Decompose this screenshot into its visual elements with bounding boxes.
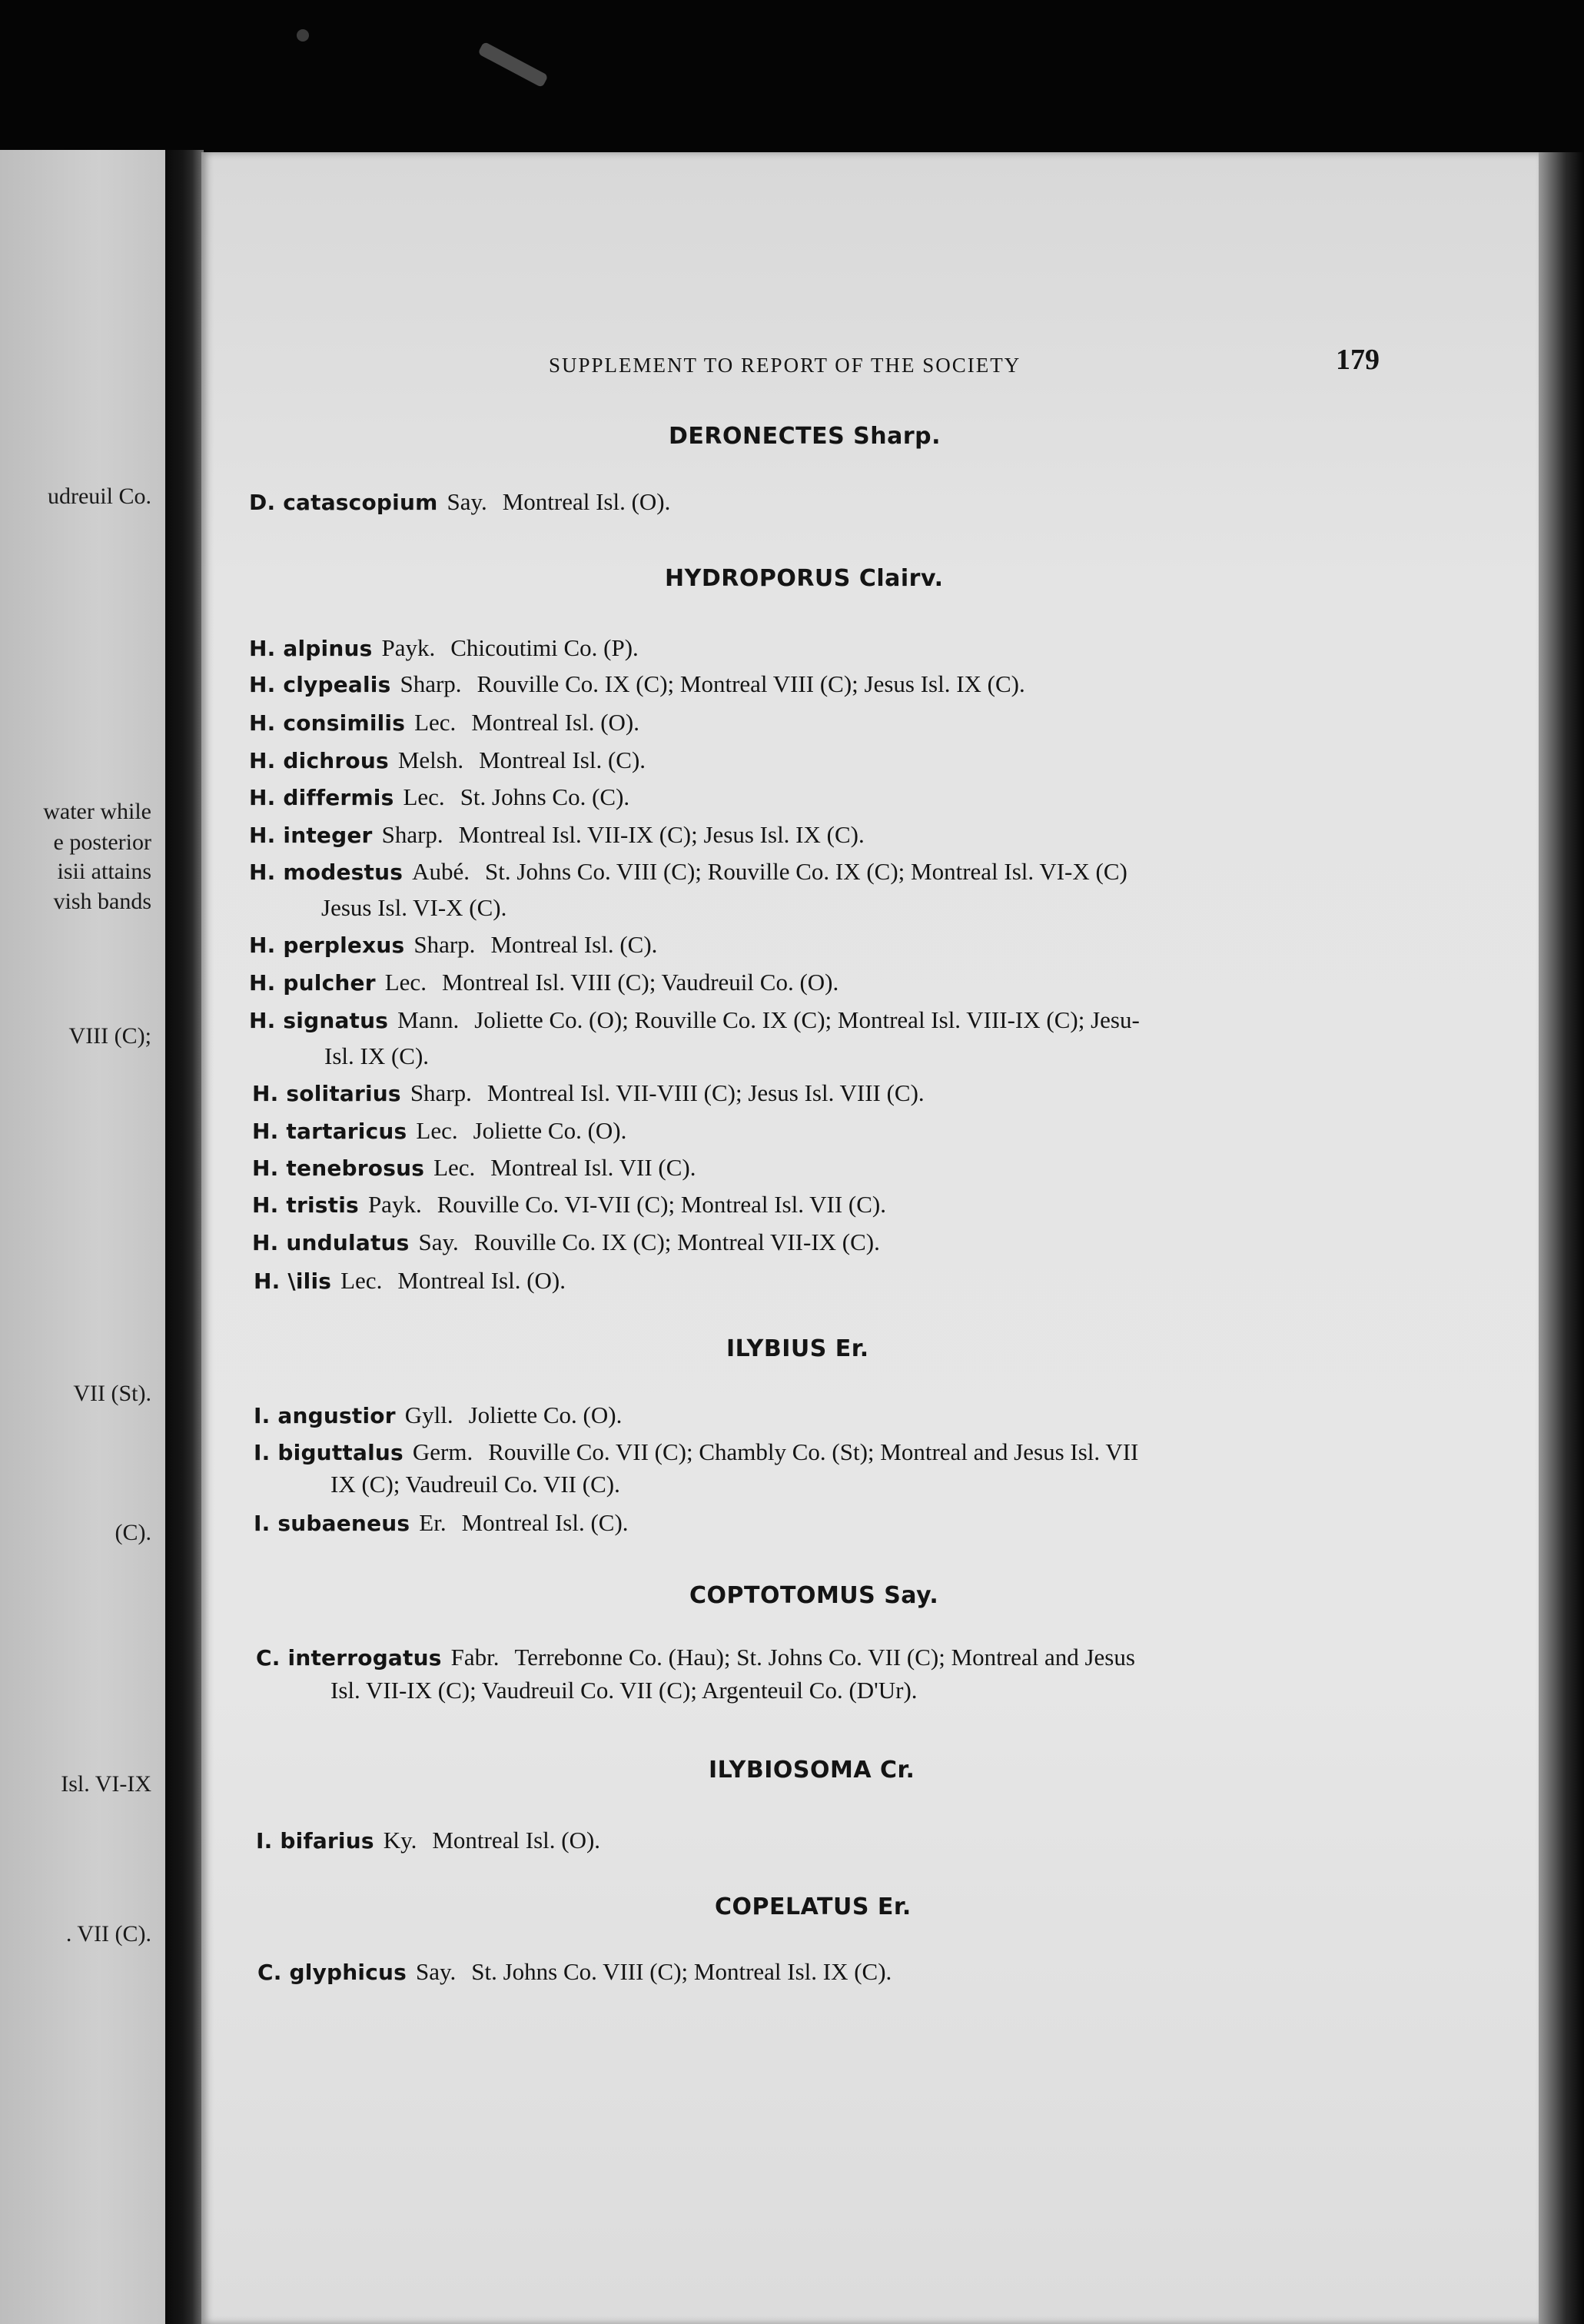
species-locality: Montreal Isl. VII-IX (C); Jesus Isl. IX (C). — [458, 821, 865, 848]
species-locality: Montreal Isl. (C). — [479, 746, 646, 773]
left-page-line: Isl. VI-IX — [61, 1771, 151, 1797]
species-locality: Montreal Isl. VII-VIII (C); Jesus Isl. VIII (C). — [486, 1079, 925, 1106]
species-name: H. differmis — [249, 785, 394, 810]
genus-heading: COPELATUS Er. — [715, 1893, 912, 1920]
species-name: H. dichrous — [249, 748, 389, 773]
species-locality: St. Johns Co. VIII (C); Montreal Isl. IX (C). — [471, 1958, 892, 1985]
species-author: Lec. — [340, 1267, 383, 1294]
species-entry — [252, 1230, 880, 1254]
genus-heading: ILYBIOSOMA Cr. — [709, 1757, 915, 1784]
species-entry — [254, 1440, 1138, 1464]
species-entry — [249, 823, 865, 846]
entry-continuation: IX (C); Vaudreuil Co. VII (C). — [330, 1471, 620, 1498]
species-author: Payk. — [367, 1191, 422, 1218]
species-name: H. pulcher — [249, 970, 376, 996]
species-author: Lec. — [414, 709, 457, 736]
binding-gutter — [165, 150, 204, 2324]
species-locality: Joliette Co. (O); Rouville Co. IX (C); Montreal Isl. VIII-IX (C); Jesu- — [474, 1006, 1140, 1033]
genus-heading: COPTOTOMUS Say. — [689, 1582, 939, 1609]
previous-page-fragment — [0, 150, 165, 2324]
species-entry — [249, 785, 629, 809]
species-author: Say. — [416, 1958, 457, 1985]
species-author: Aubé. — [412, 858, 470, 885]
species-author: Lec. — [403, 783, 445, 810]
species-author: Fabr. — [450, 1644, 500, 1671]
species-author: Germ. — [412, 1438, 473, 1465]
species-locality: Joliette Co. (O). — [468, 1401, 623, 1428]
species-name: I. biguttalus — [254, 1440, 403, 1465]
species-locality: Terrebonne Co. (Hau); St. Johns Co. VII (C); Montreal and Jesus — [514, 1644, 1135, 1671]
species-author: Payk. — [381, 634, 436, 661]
species-author: Sharp. — [400, 670, 462, 697]
species-locality: Montreal Isl. (O). — [471, 709, 639, 736]
page-number: 179 — [1336, 344, 1380, 376]
species-name: H. undulatus — [252, 1230, 410, 1255]
species-author: Sharp. — [381, 821, 443, 848]
species-author: Say. — [418, 1228, 459, 1255]
species-name: H. alpinus — [249, 636, 373, 661]
left-page-line: water while — [43, 799, 151, 824]
species-author: Gyll. — [404, 1401, 453, 1428]
scan-speck — [297, 29, 309, 42]
entry-continuation: Isl. VII-IX (C); Vaudreuil Co. VII (C); Argenteuil Co. (D'Ur). — [330, 1677, 918, 1704]
species-locality: Montreal Isl. (O). — [502, 488, 671, 515]
species-name: H. tristis — [252, 1192, 359, 1218]
genus-heading: ILYBIUS Er. — [726, 1335, 869, 1362]
species-entry — [249, 710, 639, 734]
species-name: I. angustior — [254, 1403, 396, 1428]
species-name: H. solitarius — [252, 1081, 401, 1106]
species-name: H. clypealis — [249, 672, 391, 697]
species-entry — [257, 1960, 892, 1983]
species-entry — [249, 933, 657, 956]
running-head: SUPPLEMENT TO REPORT OF THE SOCIETY — [549, 354, 1021, 377]
entry-continuation: Jesus Isl. VI-X (C). — [321, 894, 507, 921]
species-locality: Rouville Co. IX (C); Montreal VIII (C); Jesus Isl. IX (C). — [477, 670, 1025, 697]
species-locality: St. Johns Co. (C). — [460, 783, 630, 810]
species-author: Ky. — [383, 1827, 417, 1854]
species-locality: Rouville Co. VII (C); Chambly Co. (St); Montreal and Jesus Isl. VII — [488, 1438, 1139, 1465]
left-page-line: (C). — [115, 1520, 151, 1545]
species-entry — [254, 1268, 566, 1292]
species-entry — [252, 1081, 925, 1105]
species-entry — [252, 1119, 626, 1142]
species-author: Sharp. — [410, 1079, 472, 1106]
left-page-line: VII (St). — [73, 1381, 151, 1406]
species-locality: St. Johns Co. VIII (C); Rouville Co. IX (C); Montreal Isl. VI-X (C) — [485, 858, 1127, 885]
left-page-line: VIII (C); — [68, 1023, 151, 1049]
species-author: Say. — [447, 488, 487, 515]
species-locality: Joliette Co. (O). — [473, 1117, 627, 1144]
species-locality: Montreal Isl. VII (C). — [490, 1154, 696, 1181]
species-name: H. consimilis — [249, 710, 406, 736]
species-entry — [249, 1008, 1140, 1032]
species-name: C. interrogatus — [256, 1645, 442, 1671]
left-page-line: udreuil Co. — [48, 484, 151, 509]
species-name: H. perplexus — [249, 933, 405, 958]
species-name: H. signatus — [249, 1008, 389, 1033]
species-entry — [249, 970, 838, 994]
species-author: Sharp. — [413, 931, 476, 958]
species-name: C. glyphicus — [257, 1960, 407, 1985]
species-locality: Montreal Isl. VIII (C); Vaudreuil Co. (O). — [441, 969, 839, 996]
left-page-line: e posterior — [53, 830, 151, 855]
left-page-line: isii attains — [57, 859, 151, 884]
species-name: I. subaeneus — [254, 1511, 410, 1536]
species-locality: Montreal Isl. (C). — [490, 931, 658, 958]
species-author: Lec. — [433, 1154, 476, 1181]
entry-continuation: Isl. IX (C). — [324, 1042, 430, 1069]
species-locality: Montreal Isl. (O). — [397, 1267, 566, 1294]
species-entry — [256, 1645, 1135, 1669]
species-name: I. bifarius — [256, 1828, 374, 1854]
species-name: D. catascopium — [249, 490, 438, 515]
species-author: Lec. — [384, 969, 427, 996]
species-entry — [249, 748, 646, 772]
species-locality: Chicoutimi Co. (P). — [450, 634, 639, 661]
species-locality: Rouville Co. IX (C); Montreal VII-IX (C). — [473, 1228, 880, 1255]
species-locality: Montreal Isl. (C). — [461, 1509, 629, 1536]
species-entry — [252, 1192, 886, 1216]
species-author: Melsh. — [397, 746, 464, 773]
species-name: H. \ilis — [254, 1268, 332, 1294]
species-name: H. modestus — [249, 859, 403, 885]
species-entry — [256, 1828, 600, 1852]
species-entry — [254, 1403, 622, 1427]
genus-heading: HYDROPORUS Clairv. — [665, 565, 944, 592]
species-locality: Montreal Isl. (O). — [432, 1827, 601, 1854]
species-author: Lec. — [416, 1117, 458, 1144]
species-entry — [254, 1511, 629, 1534]
page-edge-shadow — [1539, 152, 1584, 2324]
left-page-line: vish bands — [53, 889, 151, 914]
species-name: H. tenebrosus — [252, 1155, 425, 1181]
species-locality: Rouville Co. VI-VII (C); Montreal Isl. VII (C). — [437, 1191, 887, 1218]
genus-heading: DERONECTES Sharp. — [669, 423, 941, 450]
species-author: Er. — [419, 1509, 447, 1536]
species-entry — [249, 859, 1127, 883]
left-page-line: . VII (C). — [65, 1921, 151, 1947]
species-entry — [249, 636, 639, 660]
species-name: H. integer — [249, 823, 373, 848]
species-name: H. tartaricus — [252, 1119, 407, 1144]
species-entry — [249, 672, 1025, 696]
species-entry — [252, 1155, 696, 1179]
scan-mark — [477, 42, 548, 88]
species-entry — [249, 490, 670, 514]
species-author: Mann. — [397, 1006, 460, 1033]
